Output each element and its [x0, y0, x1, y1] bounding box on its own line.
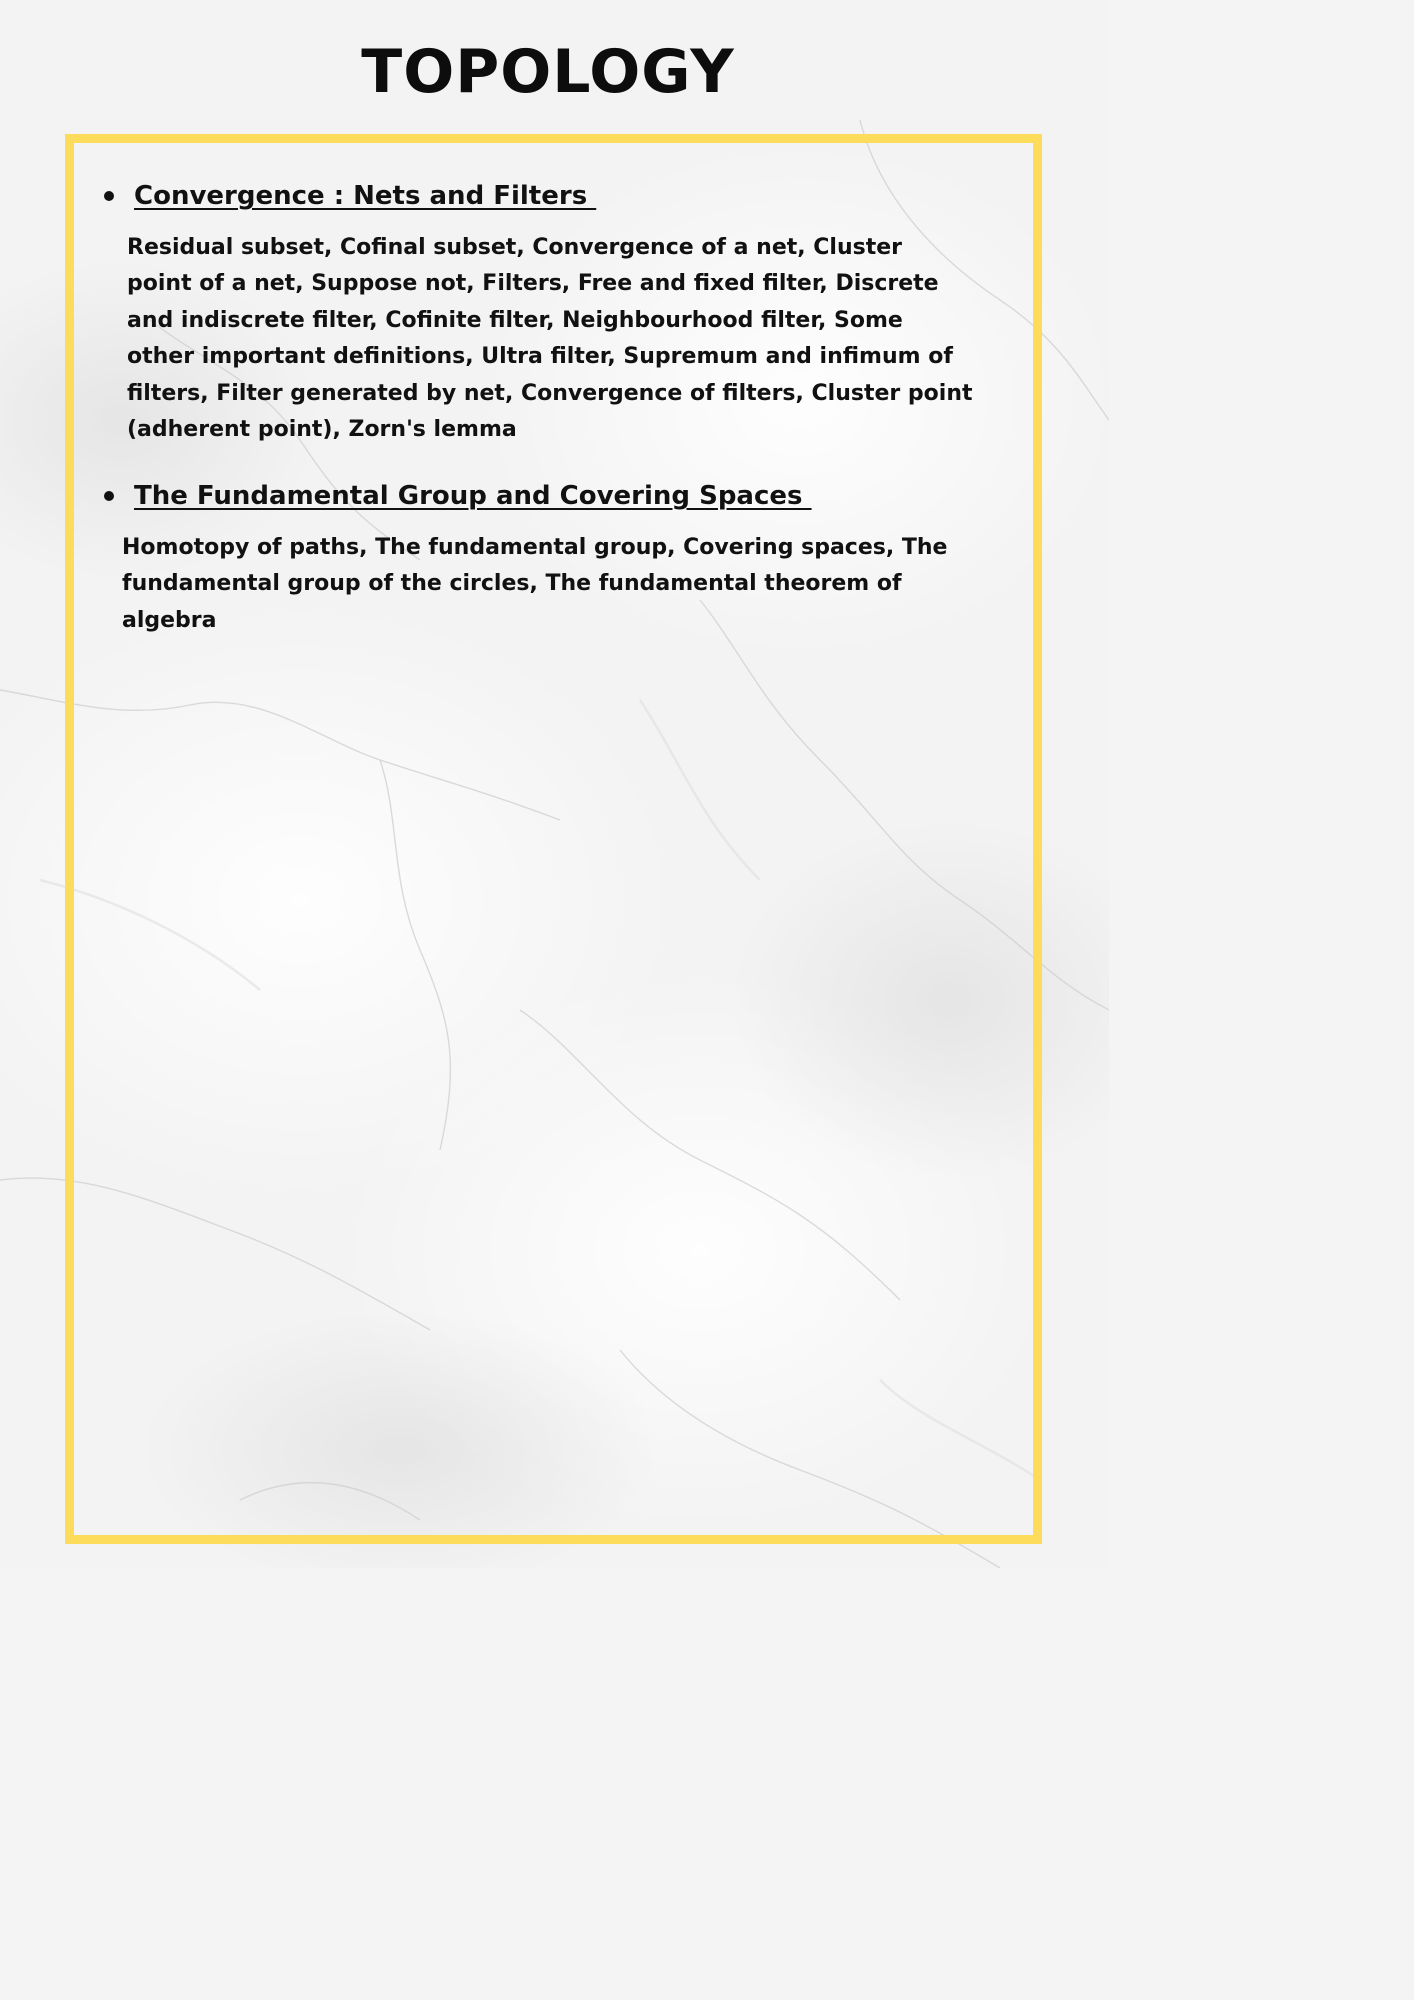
section-heading: Convergence : Nets and Filters: [134, 181, 597, 211]
section-body: Homotopy of paths, The fundamental group, Covering spaces, The fundamental group of the circles, The fundamental theorem of algebra: [122, 535, 948, 633]
section-convergence: [98, 176, 998, 448]
section-header: [98, 176, 998, 216]
page-title: TOPOLOGY: [361, 37, 735, 107]
section-body: Residual subset, Cofinal subset, Convergence of a net, Cluster point of a net, Suppose not, Filters, Free and fixed filter, Discrete and indiscrete filter, Cofinite filter, Neighbourhood filter, Some other important definitions, Ultra filter, Supremum and infimum of filters, Filter generated by net, Convergence of filters, Cluster point (adherent point), Zorn's lemma: [127, 235, 973, 443]
section-fundamental-group: [98, 476, 998, 639]
bullet-icon: [104, 191, 114, 201]
section-header: [98, 476, 998, 516]
section-heading: The Fundamental Group and Covering Spaces: [134, 481, 812, 511]
bullet-icon: [104, 491, 114, 501]
